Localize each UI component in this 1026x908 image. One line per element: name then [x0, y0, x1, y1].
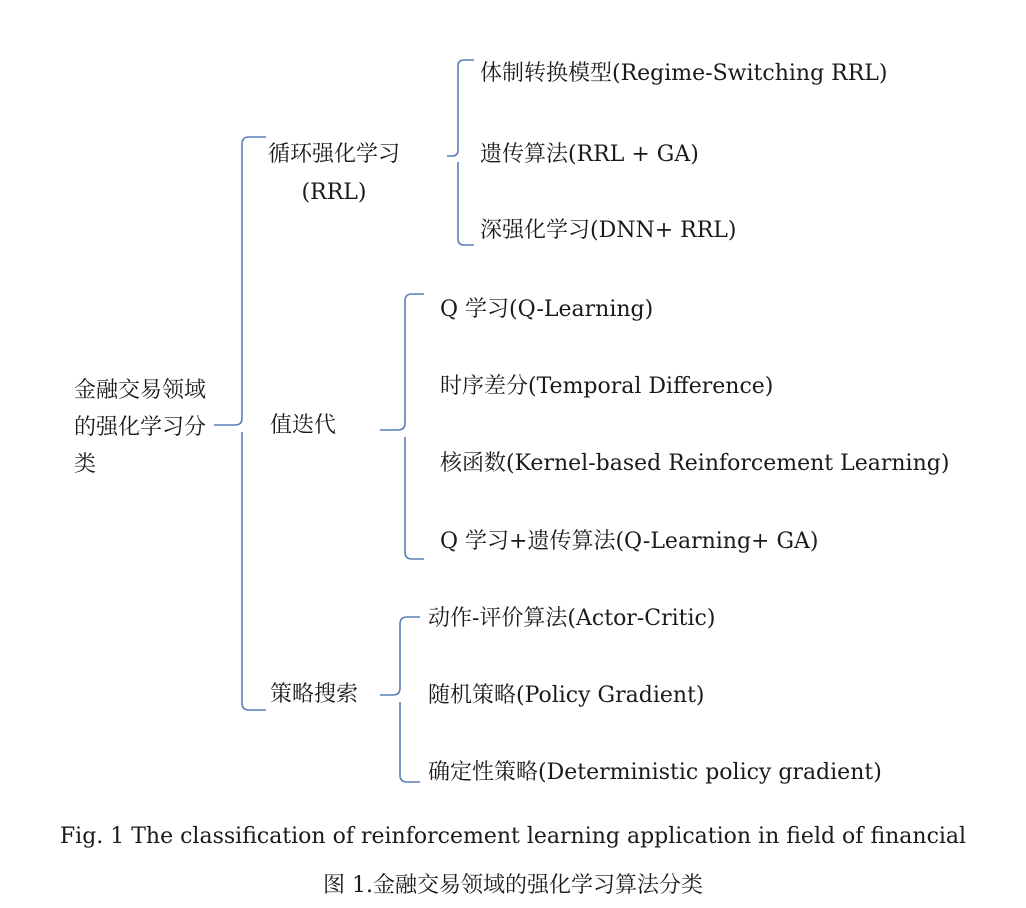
leaf-regime-switching: 体制转换模型(Regime-Switching RRL) — [480, 61, 888, 86]
category-rrl — [268, 136, 400, 212]
root-bracket — [214, 137, 266, 710]
category-rrl-label: 循环强化学习 — [268, 142, 401, 167]
leaf-rrl-ga: 遗传算法(RRL + GA) — [480, 142, 699, 167]
category-value-iteration — [270, 407, 336, 445]
root-label: 金融交易领域的强化学习分类 — [74, 378, 207, 477]
category-policy-search — [270, 676, 358, 714]
caption-chinese: 图 1.金融交易领域的强化学习算法分类 — [323, 873, 703, 898]
leaf-temporal-difference: 时序差分(Temporal Difference) — [440, 374, 774, 399]
leaf-kernel-based: 核函数(Kernel-based Reinforcement Learning) — [440, 451, 950, 476]
category-policy-search-label: 策略搜索 — [270, 682, 359, 707]
leaf-dnn-rrl: 深强化学习(DNN+ RRL) — [480, 218, 737, 243]
category-rrl-sublabel: (RRL) — [301, 180, 367, 205]
leaf-q-learning: Q 学习(Q-Learning) — [440, 297, 654, 322]
rrl-bracket — [447, 60, 474, 245]
caption-english: Fig. 1 The classification of reinforcement learning application in field of financial — [59, 824, 967, 849]
leaf-deterministic-policy: 确定性策略(Deterministic policy gradient) — [428, 760, 882, 785]
category-value-iteration-label: 值迭代 — [270, 413, 337, 438]
leaf-actor-critic: 动作-评价算法(Actor-Critic) — [428, 606, 716, 631]
leaf-q-learning-ga: Q 学习+遗传算法(Q-Learning+ GA) — [440, 529, 819, 554]
policy-search-bracket — [380, 617, 420, 782]
leaf-policy-gradient: 随机策略(Policy Gradient) — [428, 683, 705, 708]
value-iteration-bracket — [380, 294, 424, 559]
